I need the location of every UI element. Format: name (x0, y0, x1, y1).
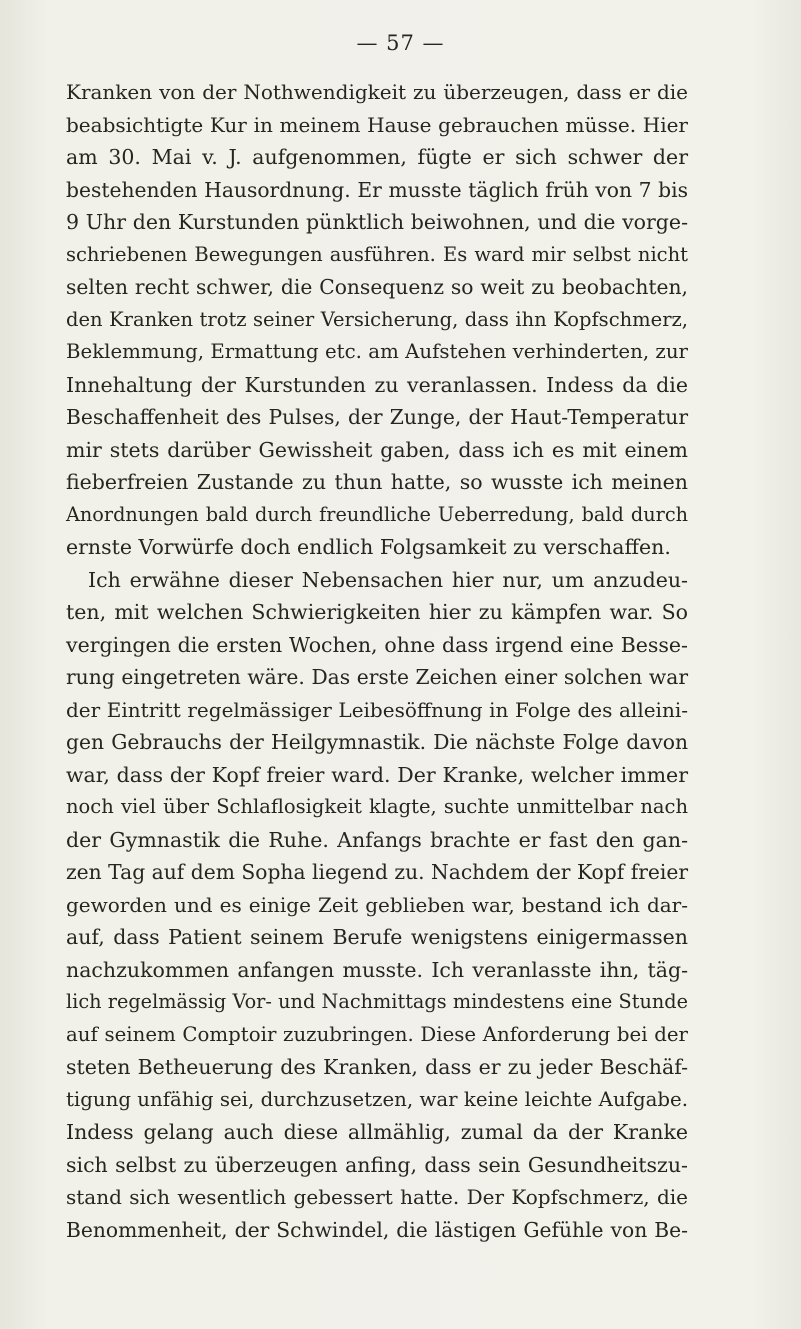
text-line: mir stets darüber Gewissheit gaben, dass ich es mit einem (66, 437, 688, 462)
text-line: gen Gebrauchs der Heilgymnastik. Die nächste Folge davon (66, 730, 688, 754)
text-line: den Kranken trotz seiner Versicherung, dass ihn Kopfschmerz, (66, 307, 688, 331)
text-line: noch viel über Schlaflosigkeit klagte, suchte unmittelbar nach (66, 795, 688, 818)
text-line: bestehenden Hausordnung. Er musste täglich früh von 7 bis (66, 177, 688, 202)
text-line: lich regelmässig Vor- und Nachmittags mindestens eine Stunde (66, 990, 688, 1013)
text-line: rung eingetreten wäre. Das erste Zeichen einer solchen war (66, 665, 688, 689)
text-line: ten, mit welchen Schwierigkeiten hier zu kämpfen war. So (66, 600, 688, 624)
text-line: Indess gelang auch diese allmählig, zumal da der Kranke (66, 1120, 688, 1144)
text-line: sich selbst zu überzeugen anfing, dass sein Gesundheitszu- (66, 1152, 688, 1177)
text-line: Beklemmung, Ermattung etc. am Aufstehen verhinderten, zur (66, 340, 688, 363)
text-line: zen Tag auf dem Sopha liegend zu. Nachdem der Kopf freier (66, 860, 688, 884)
text-line: war, dass der Kopf freier ward. Der Kranke, welcher immer (66, 762, 688, 787)
text-line: auf, dass Patient seinem Berufe wenigstens einigermassen (66, 925, 688, 949)
text-line: vergingen die ersten Wochen, ohne dass irgend eine Besse- (66, 632, 688, 657)
text-line: 9 Uhr den Kurstunden pünktlich beiwohnen, und die vorge- (66, 210, 688, 234)
text-line: der Eintritt regelmässiger Leibesöffnung in Folge des alleini- (66, 697, 688, 722)
text-line: auf seinem Comptoir zuzubringen. Diese Anforderung bei der (66, 1022, 688, 1046)
text-line: schriebenen Bewegungen ausführen. Es ward mir selbst nicht (66, 242, 688, 266)
text-line: fieberfreien Zustande zu thun hatte, so wusste ich meinen (66, 470, 688, 494)
text-line: Innehaltung der Kurstunden zu veranlassen. Indess da die (66, 372, 688, 397)
text-line: tigung unfähig sei, durchzusetzen, war keine leichte Aufgabe. (66, 1087, 688, 1111)
text-line: Beschaffenheit des Pulses, der Zunge, der Haut-Temperatur (66, 405, 688, 429)
text-line: der Gymnastik die Ruhe. Anfangs brachte er fast den gan- (66, 827, 688, 852)
body-text (66, 76, 688, 1246)
page-number: — 57 — (356, 31, 445, 55)
text-line: ernste Vorwürfe doch endlich Folgsamkeit zu verschaffen. (66, 535, 671, 559)
text-line: stand sich wesentlich gebessert hatte. Der Kopfschmerz, die (66, 1185, 688, 1209)
text-line: beabsichtigte Kur in meinem Hause gebrauchen müsse. Hier (66, 112, 688, 137)
text-line: am 30. Mai v. J. aufgenommen, fügte er sich schwer der (66, 145, 688, 169)
text-line: geworden und es einige Zeit geblieben war, bestand ich dar- (66, 892, 688, 917)
text-line: Anordnungen bald durch freundliche Ueberredung, bald durch (66, 502, 688, 526)
text-line: Benommenheit, der Schwindel, die lästigen Gefühle von Be- (66, 1217, 688, 1242)
text-line: Ich erwähne dieser Nebensachen hier nur, um anzudeu- (88, 567, 688, 592)
text-line: steten Betheuerung des Kranken, dass er zu jeder Beschäf- (66, 1055, 688, 1079)
text-line: selten recht schwer, die Consequenz so weit zu beobachten, (66, 275, 688, 299)
text-line: Kranken von der Nothwendigkeit zu überzeugen, dass er die (66, 80, 688, 104)
text-line: nachzukommen anfangen musste. Ich veranlasste ihn, täg- (66, 957, 688, 982)
